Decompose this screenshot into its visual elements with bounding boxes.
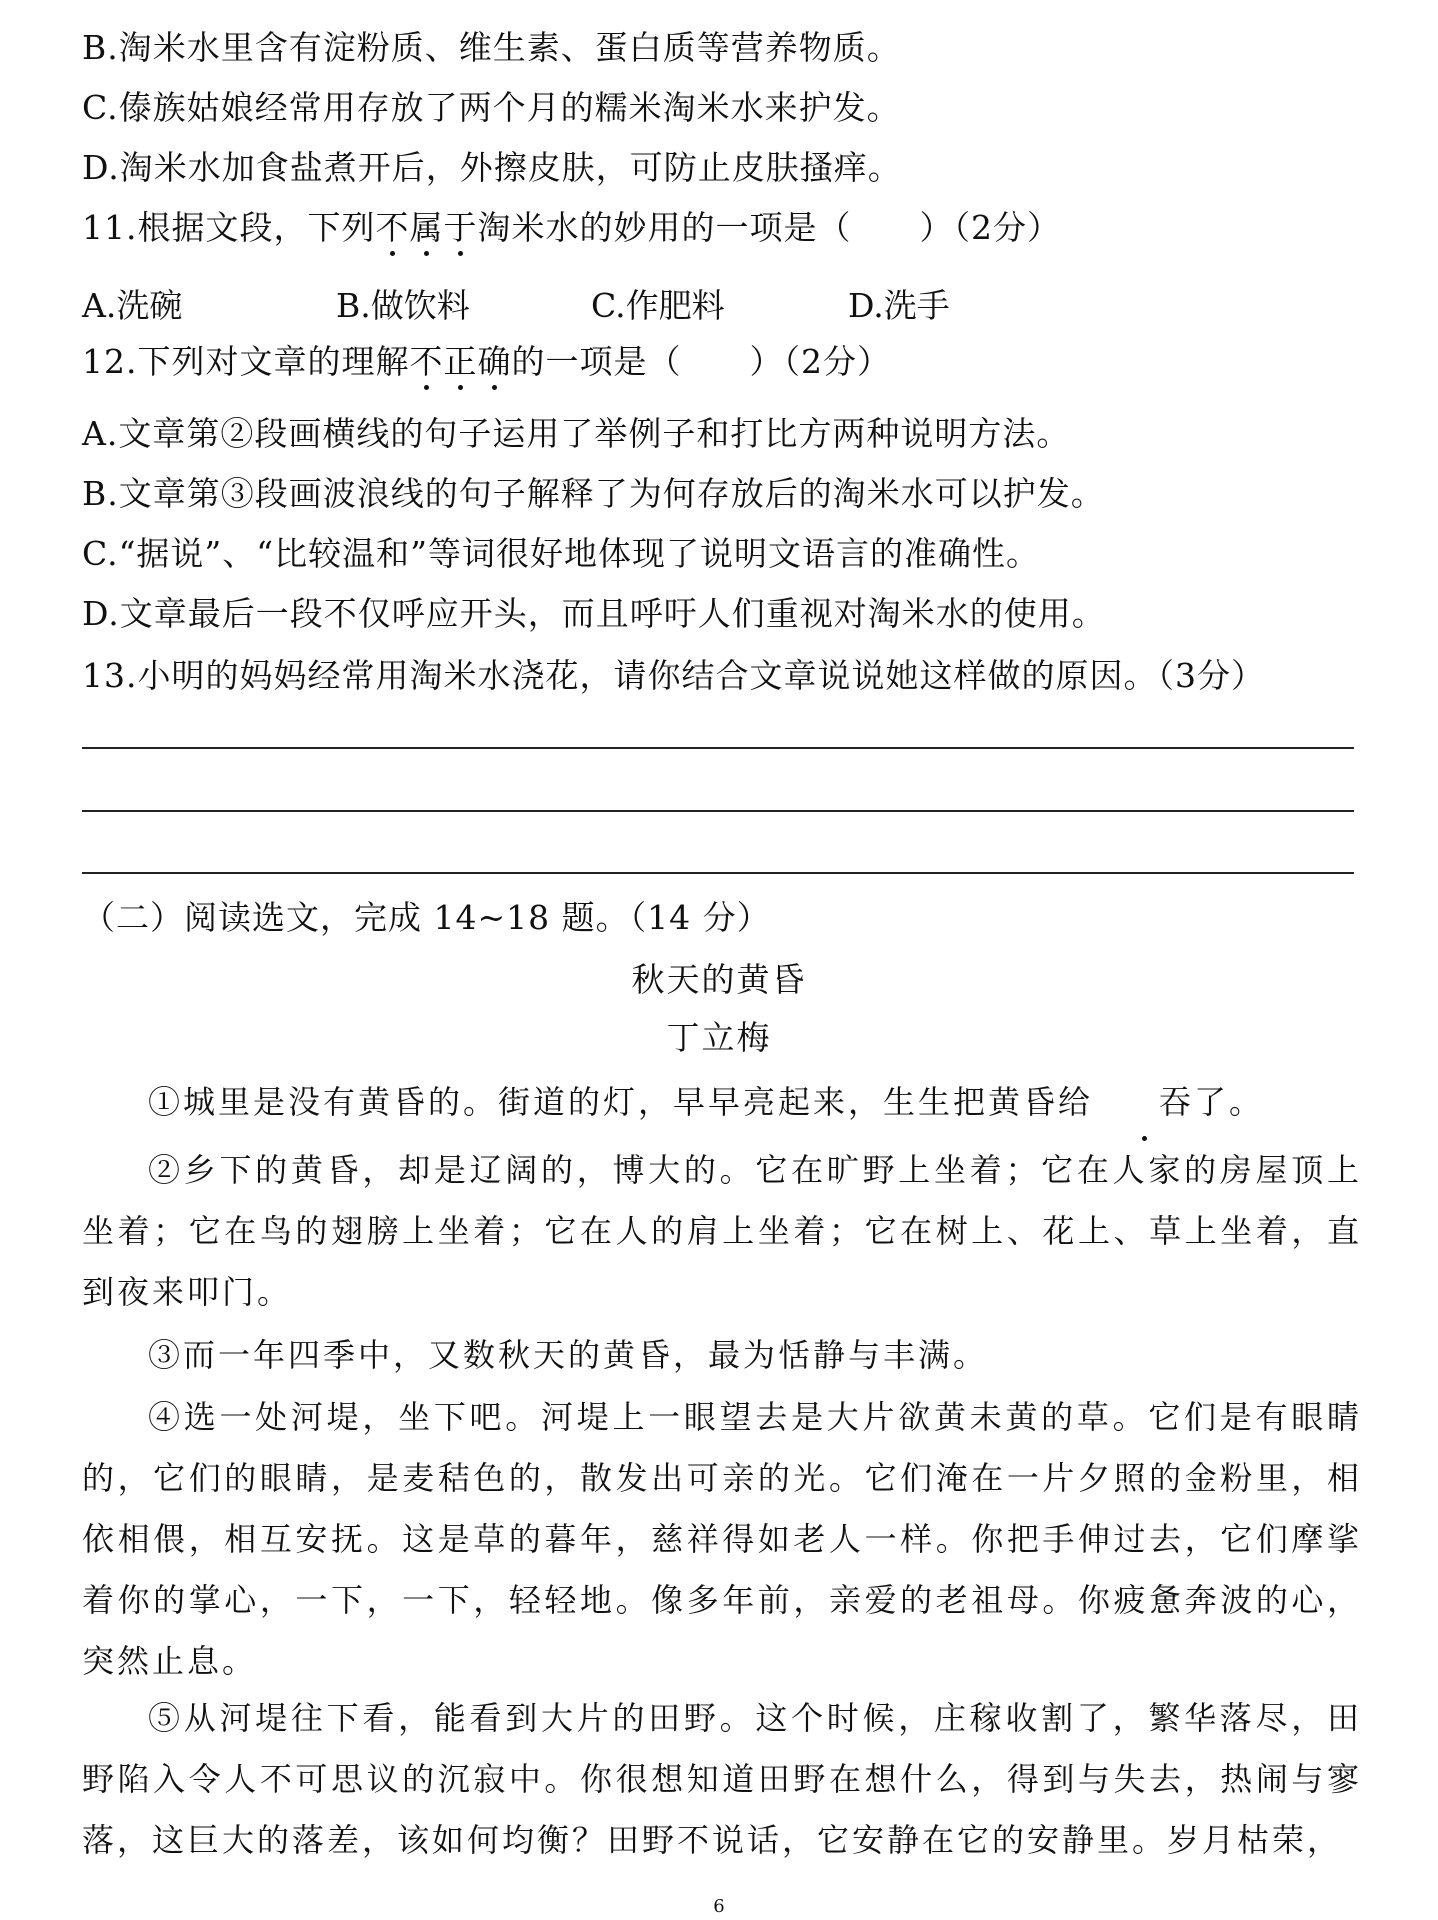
option-a: A.洗碗 — [82, 286, 183, 325]
answer-line[interactable] — [82, 810, 1354, 812]
option-c: C.作肥料 — [591, 286, 725, 325]
question-11 — [82, 208, 1061, 248]
option-b: B.做饮料 — [336, 286, 470, 325]
paragraph-1-end: 了。 — [1194, 1083, 1265, 1121]
emphasis-char: 确 — [477, 342, 512, 381]
section-heading: （二）阅读选文，完成 14~18 题。（14 分） — [82, 898, 771, 937]
option-b: B.淘米水里含有淀粉质、维生素、蛋白质等营养物质。 — [82, 28, 901, 67]
question-12-prefix: 12.下列对文章的理解 — [82, 342, 410, 381]
answer-line[interactable] — [82, 747, 1354, 749]
question-13: 13.小明的妈妈经常用淘米水浇花，请你结合文章说说她这样做的原因。（3分） — [82, 656, 1265, 695]
option-c: C.傣族姑娘经常用存放了两个月的糯米淘米水来护发。 — [82, 88, 901, 127]
paragraph-5: ⑤从河堤往下看，能看到大片的田野。这个时候，庄稼收割了，繁华落尽，田野陷入令人不可思议的沉寂中。你很想知道田野在想什么，得到与失去，热闹与寥落，这巨大的落差，该如何均衡？田野不说话，它安静在它的安静里。岁月枯荣， — [82, 1699, 1362, 1859]
q12-option-a: A.文章第②段画横线的句子运用了举例子和打比方两种说明方法。 — [82, 414, 1071, 453]
paragraph-2: ②乡下的黄昏，却是辽阔的，博大的。它在旷野上坐着；它在人家的房屋顶上坐着；它在鸟的翅膀上坐着；它在人的肩上坐着；它在树上、花上、草上坐着，直到夜来叩门。 — [82, 1151, 1362, 1311]
option-d: D.洗手 — [848, 286, 950, 325]
page-number: 6 — [713, 1896, 725, 1917]
passage-author: 丁立梅 — [666, 1018, 772, 1057]
emphasis-char: 吞 — [1093, 1072, 1194, 1133]
paragraph-1 — [82, 1072, 1362, 1133]
question-11-options — [82, 286, 1282, 326]
emphasis-char: 属 — [409, 208, 444, 247]
answer-line[interactable] — [82, 872, 1354, 874]
question-12-suffix: 的一项是（ ）（2分） — [511, 342, 891, 381]
q12-option-c: C.“据说”、“比较温和”等词很好地体现了说明文语言的准确性。 — [82, 534, 1041, 573]
paragraph-3: ③而一年四季中，又数秋天的黄昏，最为恬静与丰满。 — [148, 1336, 989, 1374]
passage-title: 秋天的黄昏 — [631, 960, 807, 999]
option-d: D.淘米水加食盐煮开后，外擦皮肤，可防止皮肤搔痒。 — [82, 148, 902, 187]
emphasis-char: 正 — [443, 342, 478, 381]
paragraph-4: ④选一处河堤，坐下吧。河堤上一眼望去是大片欲黄未黄的草。它们是有眼睛的，它们的眼睛，是麦秸色的，散发出可亲的光。它们淹在一片夕照的金粉里，相依相偎，相互安抚。这是草的暮年，慈祥得如老人一样。你把手伸过去，它们摩挲着你的掌心，一下，一下，轻轻地。像多年前，亲爱的老祖母。你疲惫奔波的心，突然止息。 — [82, 1398, 1362, 1680]
emphasis-char: 不 — [409, 342, 444, 381]
q12-option-d: D.文章最后一段不仅呼应开头，而且呼吁人们重视对淘米水的使用。 — [82, 594, 1106, 633]
paragraph-1-text: ①城里是没有黄昏的。街道的灯，早早亮起来，生生把黄昏给 — [148, 1083, 1094, 1121]
emphasis-char: 不 — [375, 208, 410, 247]
question-11-prefix: 11.根据文段，下列 — [82, 208, 376, 247]
question-12 — [82, 342, 891, 382]
q12-option-b: B.文章第③段画波浪线的句子解释了为何存放后的淘米水可以护发。 — [82, 474, 1105, 513]
question-11-suffix: 淘米水的妙用的一项是（ ）（2分） — [477, 208, 1061, 247]
emphasis-char: 于 — [443, 208, 478, 247]
